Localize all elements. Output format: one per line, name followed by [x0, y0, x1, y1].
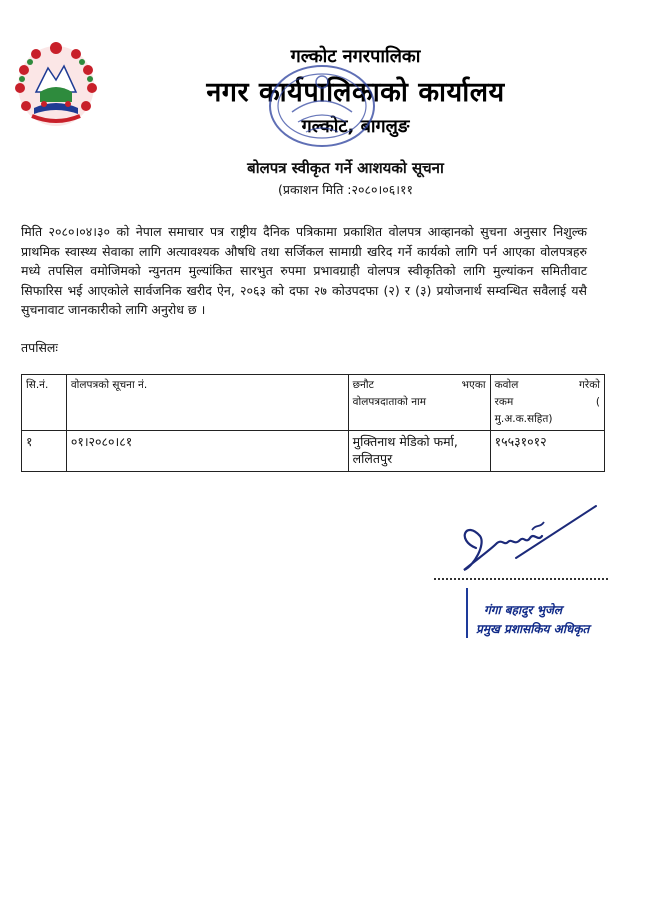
header-amount-part-c: रकम — [494, 396, 514, 408]
handwritten-signature — [446, 500, 616, 580]
municipality-name: गल्कोट नगरपालिका — [290, 46, 421, 67]
header-notice-no: वोलपत्रको सूचना नं. — [66, 375, 348, 431]
header-sn: सि.नं. — [22, 375, 67, 431]
header-amount-part-b: गरेको — [579, 379, 600, 391]
signature-line — [434, 578, 608, 580]
details-label: तपसिलः — [21, 340, 58, 355]
table-row — [22, 431, 605, 472]
publication-date: (प्रकाशन मिति :२०८०।०६।११ — [278, 182, 413, 197]
signatory-name: गंगा बहादुर भुजेल — [484, 603, 563, 617]
header-bidder-part-a: छनौट — [352, 379, 374, 391]
table-header-row — [22, 375, 605, 431]
signatory-title: प्रमुख प्रशासकिय अधिकृत — [476, 622, 590, 636]
header-bidder — [348, 375, 490, 431]
cell-sn: १ — [22, 431, 67, 472]
header-bidder-part-c: वोलपत्रदाताको नाम — [352, 396, 427, 408]
header-amount-part-a: कवोल — [494, 379, 519, 391]
notice-subject: बोलपत्र स्वीकृत गर्ने आशयको सूचना — [247, 159, 444, 177]
cell-amount: १५५३१०१२ — [490, 431, 604, 472]
office-stamp — [262, 60, 382, 152]
header-amount-part-d: ( — [595, 396, 600, 408]
cell-notice-no: ०१।२०८०।८१ — [66, 431, 348, 472]
office-location: गल्कोट, बागलुङ — [301, 116, 410, 137]
notice-body: मिति २०८०।०४।३० को नेपाल समाचार पत्र राष्ट्रीय दैनिक पत्रिकामा प्रकाशित वोलपत्र आव्हानको सुचना अनुसार निशुल्क प्राथमिक स्वास्थ्य सेवाका लागि अत्यावश्यक औषधि तथा सर्जिकल सामाग्री खरिद गर्ने कार्यको लागि पर्न आएका वोलपत्रहरु मध्ये तपसिल वमोजिमको न्युनतम मुल्यांकित सारभुत रुपमा प्रभावग्राही वोलपत्र स्वीकृतिको लागि मुल्यांकन समितीवाट सिफारिस भई आएकोले सार्वजनिक खरीद ऐन, २०६३ को दफा २७ कोउपदफा (२) र (३) प्रयोजनार्थ सम्वन्धित सवैलाई यसै सुचनावाट जानकारीको लागि अनुरोध छ । — [21, 224, 587, 317]
header-amount-part-e: मु.अ.क.सहित) — [494, 413, 553, 425]
cell-bidder: मुक्तिनाथ मेडिको फर्मा, ललितपुर — [348, 431, 490, 472]
signature-bracket — [466, 588, 468, 638]
header-amount — [490, 375, 604, 431]
header-bidder-part-b: भएका — [461, 379, 486, 391]
office-name: नगर कार्यपालिकाको कार्यालय — [206, 77, 505, 108]
bid-table — [21, 374, 605, 472]
